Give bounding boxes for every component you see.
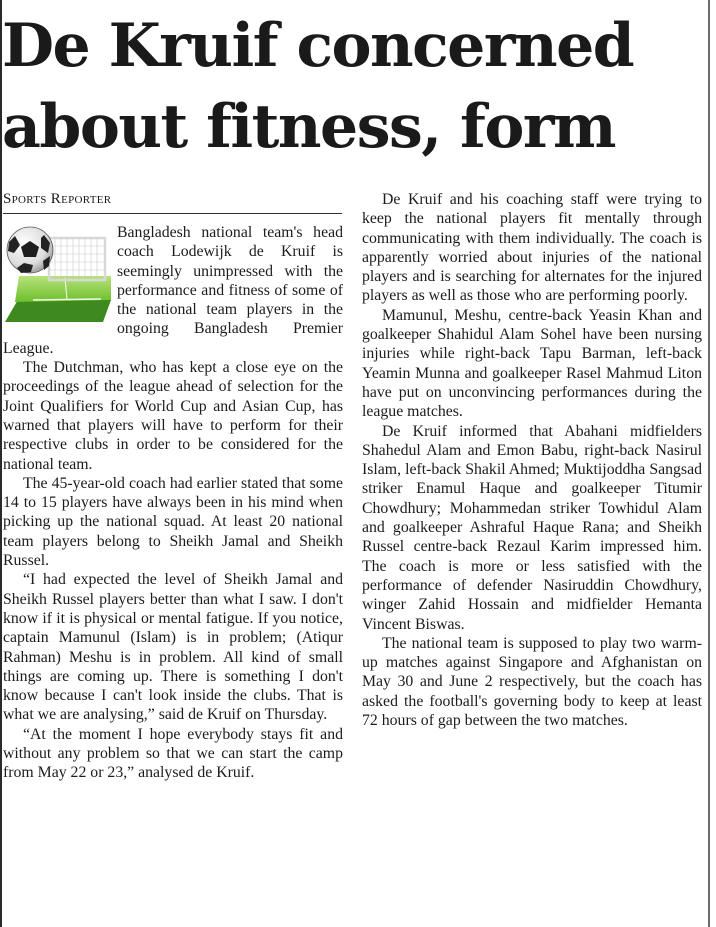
paragraph: De Kruif informed that Abahani midfielders Shahedul Alam and Emon Babu, right-back Nasirul Islam, left-back Shakil Ahmed; Muktijoddha Sangsad striker Enamul Haque and goalkeeper Titumir Chowdhury; Mohammedan striker Towhidul Alam and goalkeeper Ashraful Haque Rana; and Sheikh Russel centre-back Rezaul Karim impressed him. The coach is more or less satisfied with the performance of defender Nasiruddin Chowdhury, winger Zahid Hossain and midfielder Hemanta Vincent Biswas. — [362, 422, 702, 633]
byline-divider — [3, 213, 342, 214]
soccer-ball-goal-icon — [3, 226, 111, 324]
paragraph: De Kruif and his coaching staff were trying to keep the national players fit mentally through communicating with them individually. The coach is apparently worried about injuries of the national players and is searching for alternates for the injured players as well as those who are performing poorly. — [362, 191, 702, 305]
paragraph: Mamunul, Meshu, centre-back Yeasin Khan and goalkeeper Shahidul Alam Sohel have been nursing injuries while right-back Tapu Barman, left-back Yeamin Munna and goalkeeper Rasel Mahmud Liton have put on unconvincing performances during the league matches. — [362, 306, 702, 421]
paragraph: “At the moment I hope everybody stays fit and without any problem so that we can start the camp from May 22 or 23,” analysed de Kruif. — [3, 725, 343, 782]
paragraph: The national team is supposed to play two warm-up matches against Singapore and Afghanistan on May 30 and June 2 respectively, but the coach has asked the football's governing body to keep at least 72 hours of gap between the two matches. — [362, 634, 702, 730]
paragraph: Bangladesh national team's head coach Lodewijk de Kruif is seemingly unimpressed with the performance and fitness of some of the national team players in the ongoing Bangladesh Premier League. — [3, 224, 343, 357]
right-column — [362, 190, 702, 730]
byline: Sports Reporter — [3, 191, 112, 207]
right-column-rule — [708, 0, 710, 927]
paragraph: The 45-year-old coach had earlier stated that some 14 to 15 players have always been in his mind when picking up the national squad. At least 20 national team players belong to Sheikh Jamal and Sheikh Russel. — [3, 474, 343, 570]
headline: De Kruif concerned about fitness, form — [2, 11, 634, 162]
paragraph: The Dutchman, who has kept a close eye on the proceedings of the league ahead of selection for the Joint Qualifiers for World Cup and Asian Cup, has warned that players will have to perform for their respective clubs in order to be considered for the national team. — [3, 359, 343, 473]
left-column — [3, 223, 343, 783]
paragraph: “I had expected the level of Sheikh Jamal and Sheikh Russel players better than what I saw. I don't know if it is physical or mental fatigue. If you notice, captain Mamunul (Islam) is in problem; (Atiqur Rahman) Meshu is in problem. All kind of small things are coming up. There is something I don't know because I can't look inside the clubs. That is what we are analysing,” said de Kruif on Thursday. — [3, 571, 343, 724]
